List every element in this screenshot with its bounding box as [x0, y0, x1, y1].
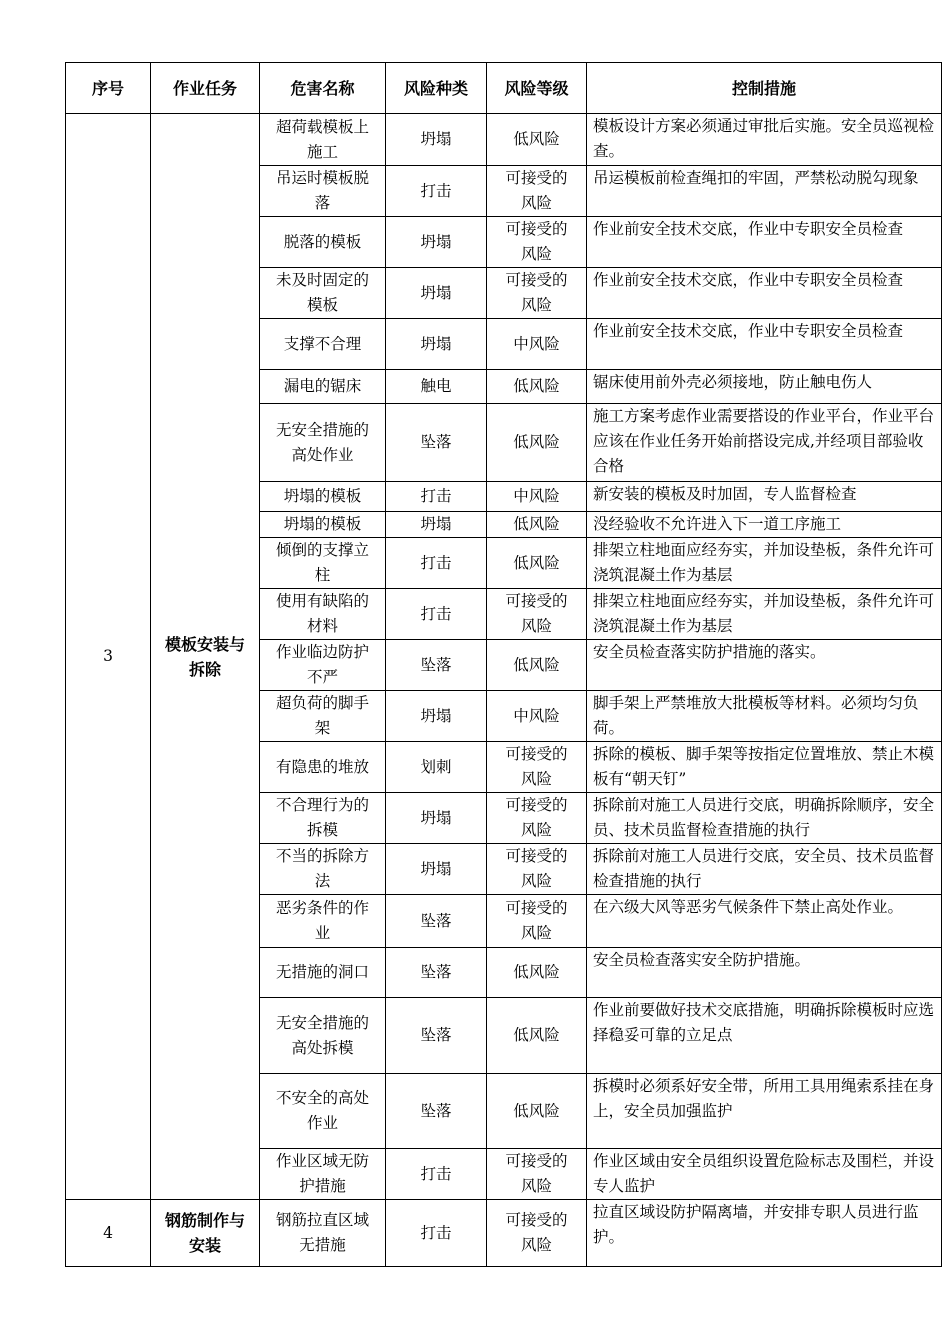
control-measure-cell: 施工方案考虑作业需要搭设的作业平台，作业平台应该在作业任务开始前搭设完成,并经项目部验收合格	[587, 404, 942, 482]
risk-level-cell: 中风险	[487, 482, 587, 512]
table-body	[66, 114, 942, 1267]
table-row	[66, 114, 942, 166]
header-control-measures: 控制措施	[587, 63, 942, 114]
risk-type-cell: 坍塌	[386, 512, 487, 538]
seq-cell: 4	[66, 1200, 151, 1267]
risk-level-cell: 可接受的 风险	[487, 742, 587, 793]
risk-type-cell: 坍塌	[386, 114, 487, 166]
hazard-cell: 超负荷的脚手 架	[260, 691, 386, 742]
risk-type-cell: 打击	[386, 1200, 487, 1267]
control-measure-cell: 拆除的模板、脚手架等按指定位置堆放、禁止木模板有“朝天钉”	[587, 742, 942, 793]
risk-level-cell: 可接受的 风险	[487, 268, 587, 319]
control-measure-cell: 拆除前对施工人员进行交底，安全员、技术员监督检查措施的执行	[587, 844, 942, 895]
hazard-cell: 坍塌的模板	[260, 482, 386, 512]
header-hazard: 危害名称	[260, 63, 386, 114]
hazard-cell: 无安全措施的 高处作业	[260, 404, 386, 482]
hazard-cell: 作业区域无防 护措施	[260, 1149, 386, 1200]
header-risk-level: 风险等级	[487, 63, 587, 114]
risk-type-cell: 坠落	[386, 640, 487, 691]
control-measure-cell: 作业前安全技术交底，作业中专职安全员检查	[587, 217, 942, 268]
risk-assessment-table	[65, 62, 942, 1267]
risk-level-cell: 可接受的 风险	[487, 166, 587, 217]
control-measure-cell: 作业前安全技术交底，作业中专职安全员检查	[587, 319, 942, 370]
control-measure-cell: 模板设计方案必须通过审批后实施。安全员巡视检查。	[587, 114, 942, 166]
risk-type-cell: 坍塌	[386, 268, 487, 319]
risk-level-cell: 低风险	[487, 512, 587, 538]
risk-level-cell: 低风险	[487, 404, 587, 482]
risk-type-cell: 坍塌	[386, 844, 487, 895]
control-measure-cell: 脚手架上严禁堆放大批模板等材料。必须均匀负荷。	[587, 691, 942, 742]
control-measure-cell: 作业前安全技术交底，作业中专职安全员检查	[587, 268, 942, 319]
risk-level-cell: 低风险	[487, 1074, 587, 1149]
table-row	[66, 1200, 942, 1267]
risk-type-cell: 坠落	[386, 895, 487, 948]
control-measure-cell: 作业区域由安全员组织设置危险标志及围栏，并设专人监护	[587, 1149, 942, 1200]
control-measure-cell: 没经验收不允许进入下一道工序施工	[587, 512, 942, 538]
control-measure-cell: 作业前要做好技术交底措施，明确拆除模板时应选择稳妥可靠的立足点	[587, 998, 942, 1074]
control-measure-cell: 排架立柱地面应经夯实，并加设垫板，条件允许可浇筑混凝土作为基层	[587, 589, 942, 640]
risk-level-cell: 中风险	[487, 319, 587, 370]
risk-level-cell: 低风险	[487, 114, 587, 166]
header-seq: 序号	[66, 63, 151, 114]
control-measure-cell: 吊运模板前检查绳扣的牢固，严禁松动脱勾现象	[587, 166, 942, 217]
control-measure-cell: 拆模时必须系好安全带，所用工具用绳索系挂在身上，安全员加强监护	[587, 1074, 942, 1149]
risk-type-cell: 坠落	[386, 1074, 487, 1149]
risk-type-cell: 坠落	[386, 998, 487, 1074]
risk-type-cell: 坠落	[386, 948, 487, 998]
hazard-cell: 支撑不合理	[260, 319, 386, 370]
risk-type-cell: 打击	[386, 482, 487, 512]
table-header-row	[66, 63, 942, 114]
risk-type-cell: 打击	[386, 589, 487, 640]
hazard-cell: 脱落的模板	[260, 217, 386, 268]
control-measure-cell: 拆除前对施工人员进行交底，明确拆除顺序，安全员、技术员监督检查措施的执行	[587, 793, 942, 844]
hazard-cell: 不合理行为的 拆模	[260, 793, 386, 844]
control-measure-cell: 在六级大风等恶劣气候条件下禁止高处作业。	[587, 895, 942, 948]
control-measure-cell: 安全员检查落实防护措施的落实。	[587, 640, 942, 691]
risk-type-cell: 划刺	[386, 742, 487, 793]
hazard-cell: 使用有缺陷的 材料	[260, 589, 386, 640]
seq-cell: 3	[66, 114, 151, 1200]
hazard-cell: 漏电的锯床	[260, 370, 386, 404]
risk-type-cell: 坍塌	[386, 793, 487, 844]
task-cell: 模板安装与 拆除	[151, 114, 260, 1200]
risk-level-cell: 可接受的 风险	[487, 793, 587, 844]
hazard-cell: 钢筋拉直区域 无措施	[260, 1200, 386, 1267]
hazard-cell: 倾倒的支撑立 柱	[260, 538, 386, 589]
hazard-cell: 坍塌的模板	[260, 512, 386, 538]
control-measure-cell: 拉直区域设防护隔离墙，并安排专职人员进行监护。	[587, 1200, 942, 1267]
risk-level-cell: 可接受的 风险	[487, 589, 587, 640]
risk-type-cell: 打击	[386, 538, 487, 589]
hazard-cell: 超荷载模板上 施工	[260, 114, 386, 166]
hazard-cell: 无措施的洞口	[260, 948, 386, 998]
risk-level-cell: 中风险	[487, 691, 587, 742]
hazard-cell: 无安全措施的 高处拆模	[260, 998, 386, 1074]
hazard-cell: 恶劣条件的作 业	[260, 895, 386, 948]
risk-level-cell: 低风险	[487, 370, 587, 404]
hazard-cell: 未及时固定的 模板	[260, 268, 386, 319]
risk-level-cell: 可接受的 风险	[487, 1200, 587, 1267]
risk-type-cell: 坍塌	[386, 217, 487, 268]
header-risk-type: 风险种类	[386, 63, 487, 114]
risk-type-cell: 触电	[386, 370, 487, 404]
control-measure-cell: 锯床使用前外壳必须接地，防止触电伤人	[587, 370, 942, 404]
risk-level-cell: 低风险	[487, 998, 587, 1074]
risk-level-cell: 可接受的 风险	[487, 1149, 587, 1200]
risk-level-cell: 可接受的 风险	[487, 895, 587, 948]
risk-level-cell: 可接受的 风险	[487, 217, 587, 268]
risk-type-cell: 坍塌	[386, 319, 487, 370]
risk-type-cell: 打击	[386, 166, 487, 217]
risk-type-cell: 坠落	[386, 404, 487, 482]
risk-type-cell: 打击	[386, 1149, 487, 1200]
risk-type-cell: 坍塌	[386, 691, 487, 742]
hazard-cell: 吊运时模板脱 落	[260, 166, 386, 217]
hazard-cell: 作业临边防护 不严	[260, 640, 386, 691]
control-measure-cell: 安全员检查落实安全防护措施。	[587, 948, 942, 998]
hazard-cell: 不当的拆除方 法	[260, 844, 386, 895]
risk-level-cell: 低风险	[487, 948, 587, 998]
header-task: 作业任务	[151, 63, 260, 114]
control-measure-cell: 排架立柱地面应经夯实，并加设垫板，条件允许可浇筑混凝土作为基层	[587, 538, 942, 589]
risk-level-cell: 低风险	[487, 538, 587, 589]
hazard-cell: 有隐患的堆放	[260, 742, 386, 793]
risk-level-cell: 低风险	[487, 640, 587, 691]
control-measure-cell: 新安装的模板及时加固，专人监督检查	[587, 482, 942, 512]
hazard-cell: 不安全的高处 作业	[260, 1074, 386, 1149]
risk-level-cell: 可接受的 风险	[487, 844, 587, 895]
task-cell: 钢筋制作与 安装	[151, 1200, 260, 1267]
